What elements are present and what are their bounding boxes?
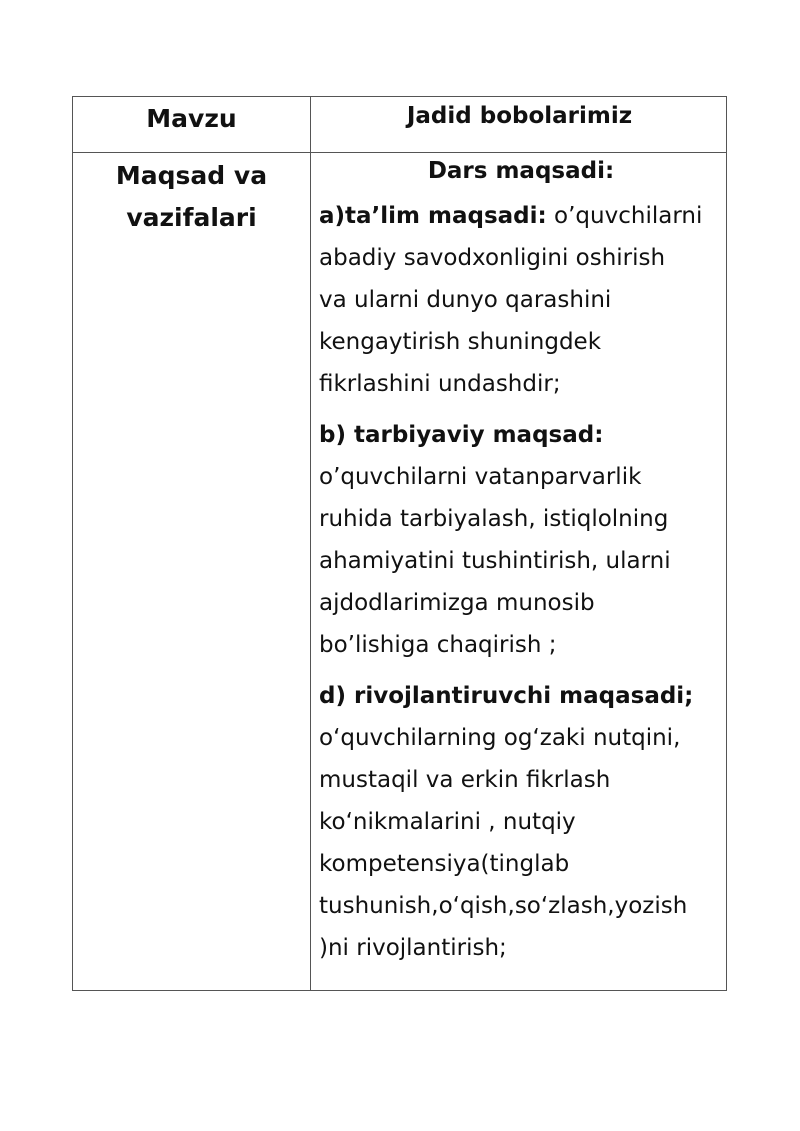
goals-cell bbox=[319, 155, 723, 969]
goal-development-text: o‘quvchilarning og‘zaki nutqini, mustaqil va erkin fikrlash ko‘nikmalarini , nutqiy kompetensiya(tinglab tushunish,o‘qish,so‘zlash,yozish )ni rivojlantirish; bbox=[319, 725, 688, 961]
goal-upbringing-title: b) tarbiyaviy maqsad: bbox=[319, 422, 604, 448]
goal-upbringing bbox=[319, 414, 723, 666]
column-divider bbox=[310, 97, 311, 990]
goal-education bbox=[319, 195, 723, 405]
lesson-table bbox=[72, 96, 727, 991]
row-divider bbox=[73, 152, 726, 153]
maqsad-label: Maqsad va vazifalari bbox=[115, 161, 268, 232]
goal-education-title: a)ta’lim maqsadi: bbox=[319, 203, 547, 229]
goal-development bbox=[319, 675, 723, 969]
mavzu-value: Jadid bobolarimiz bbox=[406, 103, 633, 129]
goal-education-text: o’quvchilarni abadiy savodxonligini oshirish va ularni dunyo qarashini kengaytirish shuningdek fikrlashini undashdir; bbox=[319, 203, 703, 397]
goals-title: Dars maqsadi: bbox=[427, 158, 615, 184]
goal-upbringing-text: o’quvchilarni vatanparvarlik ruhida tarbiyalash, istiqlolning ahamiyatini tushintirish, ularni ajdodlarimizga munosib bo’lishiga chaqirish ; bbox=[319, 464, 671, 658]
goal-development-title: d) rivojlantiruvchi maqasadi; bbox=[319, 683, 694, 709]
mavzu-label: Mavzu bbox=[146, 104, 237, 133]
